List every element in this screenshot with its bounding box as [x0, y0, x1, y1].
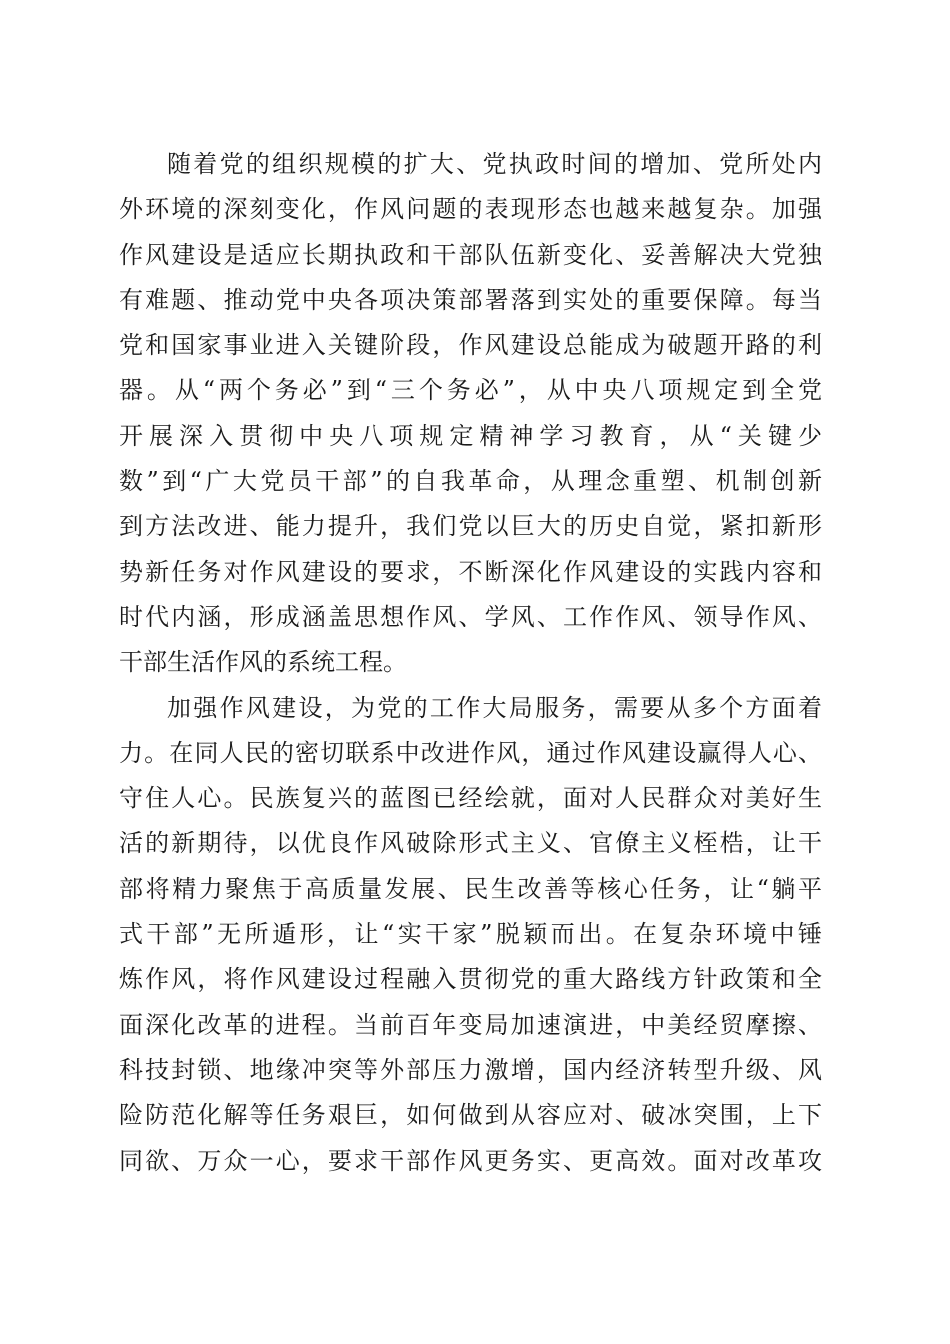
paragraph-1-line-8: 数”到“广大党员干部”的自我革命，从理念重塑、机制创新	[119, 467, 822, 496]
paragraph-1-line-11: 时代内涵，形成涵盖思想作风、学风、工作作风、领导作风、	[119, 602, 822, 631]
paragraph-2-line-9: 科技封锁、地缘冲突等外部压力激增，国内经济转型升级、风	[119, 1055, 822, 1084]
paragraph-2-line-1: 加强作风建设，为党的工作大局服务，需要从多个方面着	[167, 693, 822, 722]
paragraph-1-line-3: 作风建设是适应长期执政和干部队伍新变化、妥善解决大党独	[119, 240, 822, 269]
paragraph-2-line-2: 力。在同人民的密切联系中改进作风，通过作风建设赢得人心、	[119, 738, 822, 767]
paragraph-2-line-7: 炼作风，将作风建设过程融入贯彻党的重大路线方针政策和全	[119, 965, 822, 994]
paragraph-1-line-12: 干部生活作风的系统工程。	[119, 648, 407, 677]
paragraph-1-line-9: 到方法改进、能力提升，我们党以巨大的历史自觉，紧扣新形	[119, 512, 822, 541]
paragraph-2-line-6: 式干部”无所遁形，让“实干家”脱颖而出。在复杂环境中锤	[119, 920, 822, 949]
paragraph-1-line-1: 随着党的组织规模的扩大、党执政时间的增加、党所处内	[167, 150, 822, 178]
paragraph-2-line-11: 同欲、万众一心，要求干部作风更务实、更高效。面对改革攻	[119, 1146, 822, 1175]
paragraph-2-line-10: 险防范化解等任务艰巨，如何做到从容应对、破冰突围，上下	[119, 1101, 822, 1130]
paragraph-1-line-2: 外环境的深刻变化，作风问题的表现形态也越来越复杂。加强	[119, 195, 822, 224]
body-text	[119, 142, 822, 1184]
paragraph-2-line-5: 部将精力聚焦于高质量发展、民生改善等核心任务，让“躺平	[119, 874, 822, 903]
paragraph-1-line-4: 有难题、推动党中央各项决策部署落到实处的重要保障。每当	[119, 285, 822, 314]
paragraph-2-line-4: 活的新期待，以优良作风破除形式主义、官僚主义桎梏，让干	[119, 829, 822, 858]
paragraph-1-line-6: 器。从“两个务必”到“三个务必”，从中央八项规定到全党	[119, 376, 822, 405]
paragraph-1-line-5: 党和国家事业进入关键阶段，作风建设总能成为破题开路的利	[119, 331, 822, 360]
paragraph-1-line-7: 开展深入贯彻中央八项规定精神学习教育，从“关键少	[119, 421, 822, 450]
paragraph-2-line-8: 面深化改革的进程。当前百年变局加速演进，中美经贸摩擦、	[119, 1010, 822, 1039]
paragraph-2-line-3: 守住人心。民族复兴的蓝图已经绘就，面对人民群众对美好生	[119, 784, 822, 813]
paragraph-1-line-10: 势新任务对作风建设的要求，不断深化作风建设的实践内容和	[119, 557, 822, 586]
